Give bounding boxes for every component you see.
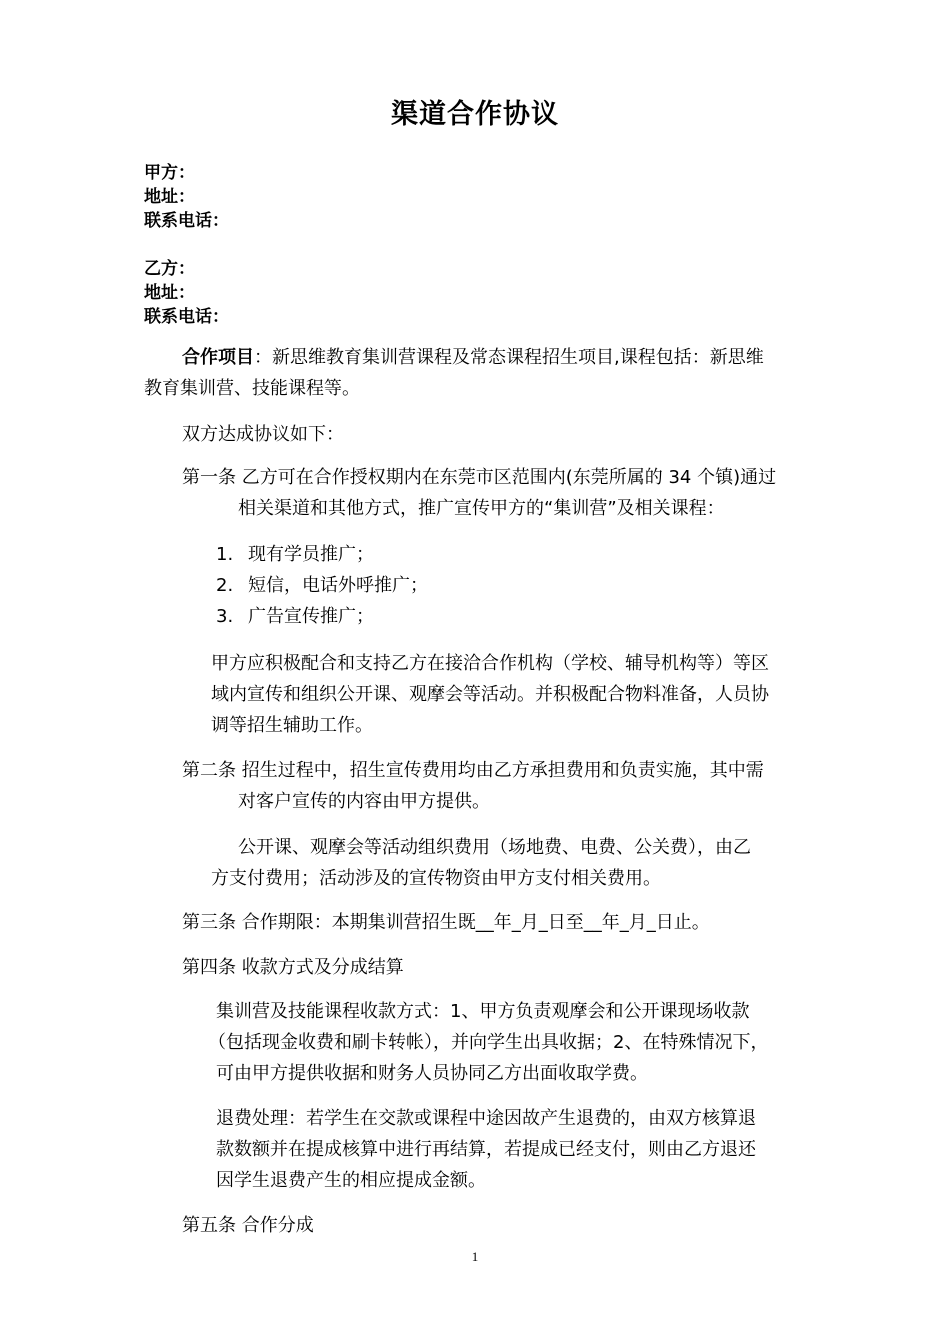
project-text-1: ：新思维教育集训营课程及常态课程招生项目,课程包括：新思维	[254, 347, 764, 368]
article-4-payment-line-2: （包括现金收费和刷卡转帐），并向学生出具收据；2、在特殊情况下，	[208, 1032, 769, 1053]
article-1-para-line-3: 调等招生辅助工作。	[211, 715, 373, 736]
article-2-line-1: 第二条 招生过程中，招生宣传费用均由乙方承担费用和负责实施，其中需	[182, 760, 764, 781]
document-title: 渠道合作协议	[391, 99, 559, 130]
project-line-1	[182, 342, 764, 373]
article-4-payment-line-3: 可由甲方提供收据和财务人员协同乙方出面收取学费。	[216, 1063, 648, 1084]
article-4-refund-line-3: 因学生退费产生的相应提成金额。	[216, 1170, 486, 1191]
party-a-name-label: 甲方：	[144, 163, 195, 183]
article-4-heading: 第四条 收款方式及分成结算	[182, 957, 404, 978]
list-item-number: 2.	[216, 575, 234, 596]
article-4-refund-line-2: 款数额并在提成核算中进行再结算，若提成已经支付，则由乙方退还	[216, 1139, 756, 1160]
list-item-number: 1.	[216, 544, 234, 565]
article-2-para-line-2: 方支付费用；活动涉及的宣传物资由甲方支付相关费用。	[211, 868, 661, 889]
article-5-heading: 第五条 合作分成	[182, 1215, 314, 1236]
article-2-line-2: 对客户宣传的内容由甲方提供。	[238, 791, 490, 812]
list-item	[216, 539, 374, 570]
party-a-address-label: 地址：	[144, 187, 195, 207]
agreement-intro: 双方达成协议如下：	[182, 424, 344, 445]
article-4-refund-line-1: 退费处理：若学生在交款或课程中途因故产生退费的，由双方核算退	[216, 1108, 756, 1129]
article-1-para-line-1: 甲方应积极配合和支持乙方在接洽合作机构（学校、辅导机构等）等区	[211, 653, 769, 674]
project-label: 合作项目	[182, 347, 254, 368]
list-item	[216, 601, 374, 632]
article-1-para-line-2: 域内宣传和组织公开课、观摩会等活动。并积极配合物料准备，人员协	[211, 684, 769, 705]
list-item-number: 3.	[216, 606, 234, 627]
list-item	[216, 570, 428, 601]
party-b-name-label: 乙方：	[144, 259, 195, 279]
list-item-text: 现有学员推广；	[248, 544, 374, 565]
article-1-line-1: 第一条 乙方可在合作授权期内在东莞市区范围内(东莞所属的 34 个镇)通过	[182, 467, 777, 488]
project-line-2: 教育集训营、技能课程等。	[144, 378, 360, 399]
article-4-payment-line-1: 集训营及技能课程收款方式：1、甲方负责观摩会和公开课现场收款	[216, 1001, 750, 1022]
article-1-line-2: 相关渠道和其他方式，推广宣传甲方的“集训营”及相关课程：	[238, 498, 725, 519]
party-a-phone-label: 联系电话：	[144, 211, 229, 231]
party-b-address-label: 地址：	[144, 283, 195, 303]
list-item-text: 广告宣传推广；	[248, 606, 374, 627]
article-2-para-line-1: 公开课、观摩会等活动组织费用（场地费、电费、公关费），由乙	[238, 837, 751, 858]
party-b-phone-label: 联系电话：	[144, 307, 229, 327]
article-3: 第三条 合作期限：本期集训营招生既__年_月_日至__年_月_日止。	[182, 912, 710, 933]
list-item-text: 短信，电话外呼推广；	[248, 575, 428, 596]
page-number: 1	[471, 1249, 479, 1264]
